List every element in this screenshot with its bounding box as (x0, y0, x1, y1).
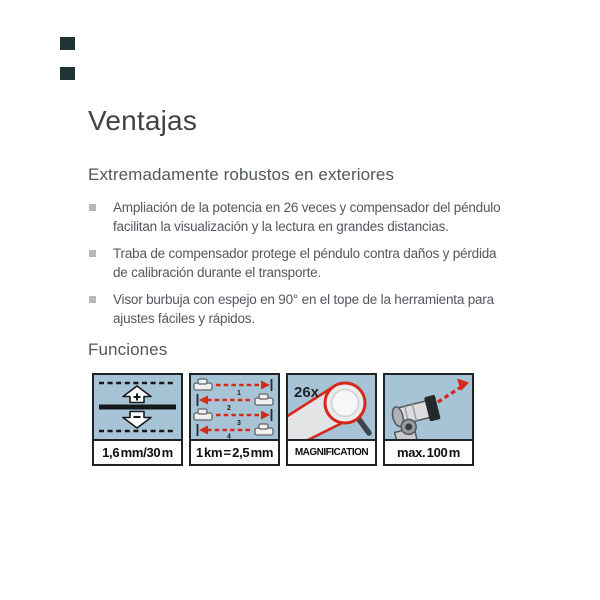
decoration-square-icon (60, 37, 75, 50)
magnification-badge: 26x (294, 384, 320, 401)
advantage-text: Visor burbuja con espejo en 90° en el tope de la herramienta para ajustes fáciles y rápidos. (113, 292, 494, 326)
advantage-item (89, 291, 503, 328)
advantage-item (89, 245, 503, 282)
magnification-icon (288, 375, 375, 441)
function-label: 1 km = 2,5 mm (195, 445, 274, 460)
advantage-text: Ampliación de la potencia en 26 veces y compensador del péndulo facilitan la visualización y la lectura en grandes distancias. (113, 200, 501, 234)
function-label: max. 100 m (396, 445, 461, 460)
run-number: 2 (227, 405, 231, 412)
bullet-square-icon (89, 296, 96, 303)
advantage-text: Traba de compensador protege el péndulo contra daños y pérdida de calibración durante el transporte. (113, 246, 497, 280)
function-box-km-accuracy (189, 373, 280, 466)
function-box-leveling-accuracy (92, 373, 183, 466)
advantage-item (89, 199, 503, 236)
run-number: 4 (227, 433, 231, 439)
working-range-icon (385, 375, 472, 441)
decoration-square-icon (60, 67, 75, 80)
function-box-magnification (286, 373, 377, 466)
bullet-square-icon (89, 250, 96, 257)
leveling-accuracy-icon (94, 375, 181, 441)
functions-title: Funciones (88, 340, 168, 359)
function-boxes (92, 373, 474, 466)
run-number: 1 (237, 390, 241, 397)
function-box-working-range (383, 373, 474, 466)
function-label: MAGNIFICATION (294, 447, 369, 458)
advantages-subtitle: Extremadamente robustos en exteriores (88, 165, 395, 184)
km-accuracy-icon (191, 375, 278, 441)
run-number: 3 (237, 420, 241, 427)
page-title: Ventajas (88, 105, 198, 136)
advantages-list (89, 199, 503, 337)
bullet-square-icon (89, 204, 96, 211)
function-label: 1,6 mm/30 m (102, 445, 173, 460)
